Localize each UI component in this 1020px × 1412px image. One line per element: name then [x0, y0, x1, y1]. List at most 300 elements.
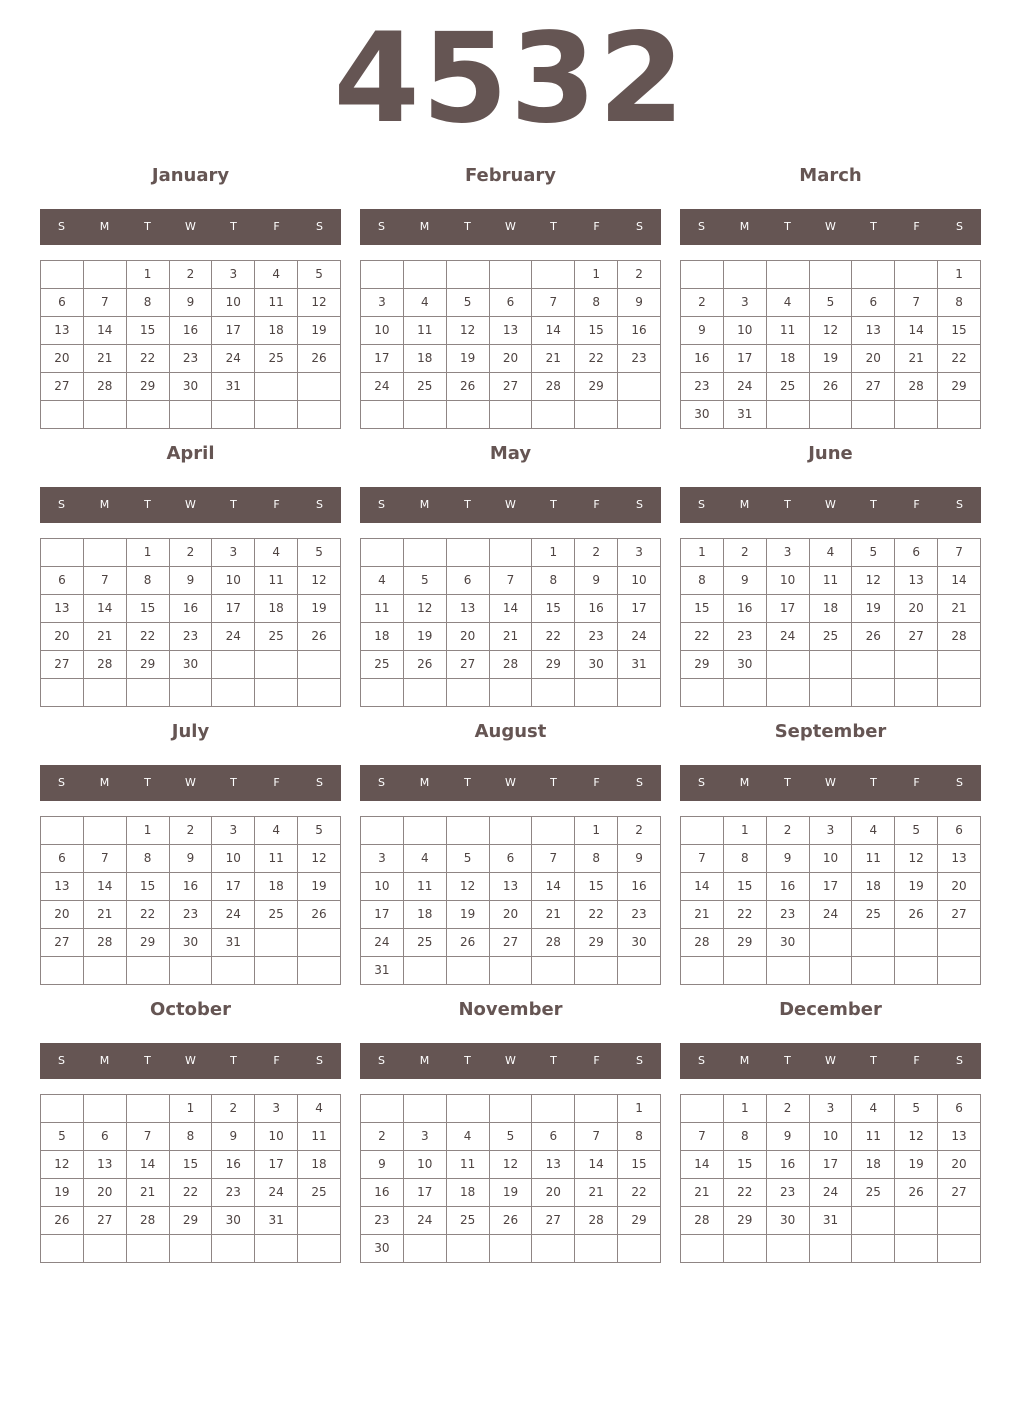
day-cell: 5: [298, 539, 341, 567]
day-cell: 1: [723, 1095, 766, 1123]
week-row: [681, 401, 981, 429]
day-cell: [895, 1235, 938, 1263]
day-cell: [83, 401, 126, 429]
day-cell: 11: [446, 1151, 489, 1179]
day-cell: 31: [618, 651, 661, 679]
day-cell: [895, 1207, 938, 1235]
day-cell: 8: [618, 1123, 661, 1151]
day-cell: 22: [126, 901, 169, 929]
day-cell: [255, 651, 298, 679]
month-march: [680, 164, 981, 432]
day-cell: [489, 1095, 532, 1123]
day-cell: 19: [298, 317, 341, 345]
day-cell: 6: [41, 567, 84, 595]
day-cell: [41, 539, 84, 567]
day-cell: 20: [938, 873, 981, 901]
day-cell: 23: [618, 901, 661, 929]
day-cell: 8: [723, 1123, 766, 1151]
weekday-header: M: [419, 1054, 430, 1067]
month-name: February: [464, 165, 557, 186]
weekday-header: T: [784, 776, 791, 789]
day-cell: 2: [681, 289, 724, 317]
day-cell: 23: [766, 901, 809, 929]
weekday-header: T: [230, 220, 237, 233]
day-cell: 8: [575, 845, 618, 873]
day-cell: [446, 1095, 489, 1123]
day-grid: [40, 538, 341, 707]
day-cell: 7: [681, 1123, 724, 1151]
day-cell: 26: [298, 345, 341, 373]
day-cell: 11: [255, 289, 298, 317]
day-cell: 14: [938, 567, 981, 595]
day-cell: 3: [212, 539, 255, 567]
day-cell: 19: [446, 901, 489, 929]
day-cell: 2: [618, 817, 661, 845]
day-cell: 31: [212, 929, 255, 957]
day-cell: [852, 261, 895, 289]
weekday-header-bar: [360, 487, 661, 523]
day-cell: 3: [809, 1095, 852, 1123]
day-cell: 20: [852, 345, 895, 373]
day-cell: 28: [83, 929, 126, 957]
week-row: [361, 679, 661, 707]
day-cell: 11: [852, 1123, 895, 1151]
day-cell: 19: [446, 345, 489, 373]
day-cell: [938, 1207, 981, 1235]
day-cell: 3: [212, 261, 255, 289]
day-grid: [680, 1094, 981, 1263]
day-cell: [169, 401, 212, 429]
month-name: March: [799, 165, 862, 186]
day-cell: [938, 401, 981, 429]
day-cell: 27: [489, 373, 532, 401]
weekday-header: T: [550, 1054, 557, 1067]
day-cell: [809, 1235, 852, 1263]
day-cell: 15: [532, 595, 575, 623]
weekday-header: T: [550, 220, 557, 233]
day-cell: 23: [681, 373, 724, 401]
day-cell: 9: [575, 567, 618, 595]
day-cell: 22: [126, 345, 169, 373]
week-row: [41, 261, 341, 289]
weekday-header: F: [273, 776, 280, 789]
day-cell: 30: [766, 1207, 809, 1235]
day-cell: 1: [169, 1095, 212, 1123]
day-grid: [40, 816, 341, 985]
day-cell: 21: [575, 1179, 618, 1207]
day-cell: [41, 957, 84, 985]
week-row: [361, 845, 661, 873]
day-cell: [403, 957, 446, 985]
day-cell: 16: [361, 1179, 404, 1207]
day-cell: 8: [723, 845, 766, 873]
weekday-header-bar: [360, 209, 661, 245]
day-cell: 4: [852, 817, 895, 845]
week-row: [361, 929, 661, 957]
day-cell: [361, 401, 404, 429]
day-cell: 26: [809, 373, 852, 401]
day-cell: 21: [681, 1179, 724, 1207]
day-cell: 21: [126, 1179, 169, 1207]
month-october: [40, 998, 341, 1266]
day-cell: 2: [169, 539, 212, 567]
day-cell: [212, 679, 255, 707]
day-cell: [618, 401, 661, 429]
day-cell: [938, 679, 981, 707]
weekday-header: W: [825, 1054, 836, 1067]
day-cell: 14: [575, 1151, 618, 1179]
weekday-header: M: [739, 1054, 750, 1067]
weekday-header: M: [739, 776, 750, 789]
day-cell: 20: [83, 1179, 126, 1207]
day-cell: [852, 679, 895, 707]
week-row: [41, 345, 341, 373]
day-cell: 22: [126, 623, 169, 651]
day-cell: [298, 1235, 341, 1263]
weekday-header: F: [593, 220, 600, 233]
day-cell: [169, 679, 212, 707]
weekday-header: T: [230, 498, 237, 511]
weekday-header: S: [956, 1054, 963, 1067]
day-cell: 26: [852, 623, 895, 651]
day-cell: 1: [575, 817, 618, 845]
day-cell: 30: [212, 1207, 255, 1235]
weekday-header: F: [273, 1054, 280, 1067]
day-cell: 9: [723, 567, 766, 595]
week-row: [41, 623, 341, 651]
day-cell: 16: [169, 595, 212, 623]
week-row: [41, 289, 341, 317]
day-cell: [575, 1235, 618, 1263]
day-cell: [361, 1095, 404, 1123]
day-cell: 15: [723, 1151, 766, 1179]
weekday-header: M: [99, 498, 110, 511]
weekday-header: S: [636, 220, 643, 233]
day-cell: 10: [255, 1123, 298, 1151]
day-cell: 18: [255, 873, 298, 901]
day-cell: 11: [766, 317, 809, 345]
day-cell: 6: [83, 1123, 126, 1151]
day-cell: 7: [938, 539, 981, 567]
weekday-header: F: [273, 498, 280, 511]
day-cell: 22: [938, 345, 981, 373]
day-cell: 16: [618, 317, 661, 345]
day-cell: 17: [723, 345, 766, 373]
weekday-header: S: [378, 776, 385, 789]
week-row: [681, 289, 981, 317]
day-cell: 31: [809, 1207, 852, 1235]
day-cell: [575, 401, 618, 429]
day-cell: 11: [809, 567, 852, 595]
day-cell: 2: [575, 539, 618, 567]
day-cell: [446, 539, 489, 567]
day-cell: 16: [169, 317, 212, 345]
day-grid: [680, 538, 981, 707]
day-cell: 13: [41, 595, 84, 623]
day-cell: [575, 957, 618, 985]
day-cell: 3: [361, 845, 404, 873]
weekday-header: S: [956, 776, 963, 789]
weekday-header-bar: [680, 1043, 981, 1079]
day-cell: [83, 539, 126, 567]
day-cell: 18: [852, 1151, 895, 1179]
day-cell: 18: [361, 623, 404, 651]
day-cell: [723, 679, 766, 707]
day-cell: 29: [618, 1207, 661, 1235]
weekday-header: W: [505, 776, 516, 789]
day-cell: 24: [723, 373, 766, 401]
day-grid: [360, 260, 661, 429]
day-cell: 24: [809, 901, 852, 929]
day-cell: 24: [403, 1207, 446, 1235]
week-row: [41, 401, 341, 429]
day-cell: 2: [212, 1095, 255, 1123]
day-cell: 16: [618, 873, 661, 901]
month-name: August: [474, 721, 547, 742]
day-cell: [532, 679, 575, 707]
day-cell: 23: [212, 1179, 255, 1207]
day-cell: 19: [489, 1179, 532, 1207]
day-cell: 28: [575, 1207, 618, 1235]
day-cell: [938, 957, 981, 985]
day-cell: [41, 1235, 84, 1263]
day-cell: 19: [852, 595, 895, 623]
week-row: [41, 1207, 341, 1235]
day-cell: 28: [489, 651, 532, 679]
day-cell: [489, 539, 532, 567]
weekday-header: S: [636, 498, 643, 511]
day-cell: 6: [895, 539, 938, 567]
day-cell: 3: [255, 1095, 298, 1123]
weekday-header: M: [419, 498, 430, 511]
week-row: [41, 317, 341, 345]
day-cell: 23: [766, 1179, 809, 1207]
day-cell: 5: [895, 817, 938, 845]
day-cell: 19: [403, 623, 446, 651]
weekday-header: W: [185, 220, 196, 233]
week-row: [41, 1151, 341, 1179]
day-cell: 14: [83, 317, 126, 345]
day-cell: 17: [255, 1151, 298, 1179]
week-row: [681, 1179, 981, 1207]
day-cell: [298, 957, 341, 985]
day-cell: [618, 957, 661, 985]
day-cell: [361, 679, 404, 707]
day-grid: [680, 260, 981, 429]
day-cell: [41, 1095, 84, 1123]
day-cell: 13: [489, 317, 532, 345]
day-cell: 8: [938, 289, 981, 317]
day-cell: 7: [489, 567, 532, 595]
day-cell: [618, 679, 661, 707]
day-cell: 9: [169, 845, 212, 873]
day-cell: 27: [446, 651, 489, 679]
day-cell: 9: [618, 845, 661, 873]
weekday-header: S: [316, 1054, 323, 1067]
day-cell: [212, 651, 255, 679]
weekday-header: T: [464, 776, 471, 789]
week-row: [681, 373, 981, 401]
day-cell: [403, 1235, 446, 1263]
day-cell: 16: [723, 595, 766, 623]
day-cell: [255, 929, 298, 957]
day-cell: 19: [298, 873, 341, 901]
day-cell: 4: [403, 289, 446, 317]
day-cell: 2: [169, 261, 212, 289]
week-row: [681, 1095, 981, 1123]
week-row: [681, 873, 981, 901]
day-cell: [169, 1235, 212, 1263]
day-cell: [852, 401, 895, 429]
weekday-header: T: [784, 220, 791, 233]
week-row: [361, 1095, 661, 1123]
day-cell: 1: [126, 261, 169, 289]
day-cell: [126, 957, 169, 985]
day-cell: 12: [298, 567, 341, 595]
day-cell: 29: [723, 929, 766, 957]
day-cell: 22: [723, 1179, 766, 1207]
year-title: 4532: [333, 7, 687, 151]
day-cell: 13: [489, 873, 532, 901]
day-cell: [723, 261, 766, 289]
weekday-header: T: [870, 1054, 877, 1067]
day-cell: 25: [852, 1179, 895, 1207]
day-cell: [361, 539, 404, 567]
day-cell: 28: [938, 623, 981, 651]
weekday-header: S: [58, 498, 65, 511]
day-cell: [298, 373, 341, 401]
day-cell: [938, 929, 981, 957]
day-cell: 18: [255, 317, 298, 345]
day-cell: 28: [532, 929, 575, 957]
week-row: [681, 567, 981, 595]
day-cell: [255, 401, 298, 429]
day-cell: 30: [723, 651, 766, 679]
month-name: June: [808, 443, 853, 464]
day-cell: [618, 1235, 661, 1263]
day-cell: 24: [766, 623, 809, 651]
day-cell: [446, 957, 489, 985]
day-cell: [83, 957, 126, 985]
day-cell: 10: [809, 845, 852, 873]
day-cell: [852, 1207, 895, 1235]
day-cell: 29: [723, 1207, 766, 1235]
weekday-header: S: [58, 776, 65, 789]
day-cell: 17: [403, 1179, 446, 1207]
day-cell: 17: [809, 873, 852, 901]
day-cell: [298, 651, 341, 679]
day-cell: 26: [298, 623, 341, 651]
day-cell: 28: [681, 1207, 724, 1235]
day-cell: 12: [852, 567, 895, 595]
weekday-header: T: [870, 220, 877, 233]
day-cell: [489, 957, 532, 985]
day-cell: 20: [41, 623, 84, 651]
day-cell: 22: [618, 1179, 661, 1207]
day-cell: 2: [169, 817, 212, 845]
week-row: [361, 373, 661, 401]
day-cell: [809, 261, 852, 289]
day-cell: 16: [212, 1151, 255, 1179]
weekday-header: S: [378, 220, 385, 233]
day-cell: 11: [361, 595, 404, 623]
day-cell: 13: [938, 845, 981, 873]
day-cell: 27: [41, 651, 84, 679]
day-cell: [809, 679, 852, 707]
day-cell: 7: [83, 289, 126, 317]
week-row: [41, 679, 341, 707]
week-row: [361, 1179, 661, 1207]
day-cell: 7: [895, 289, 938, 317]
day-cell: 3: [403, 1123, 446, 1151]
day-cell: 20: [489, 345, 532, 373]
day-cell: [446, 679, 489, 707]
week-row: [41, 539, 341, 567]
day-cell: 30: [766, 929, 809, 957]
day-cell: [489, 261, 532, 289]
day-cell: [895, 929, 938, 957]
day-cell: 14: [681, 1151, 724, 1179]
day-cell: 12: [403, 595, 446, 623]
month-name: October: [150, 999, 231, 1020]
weekday-header: W: [185, 498, 196, 511]
day-cell: [575, 1095, 618, 1123]
day-cell: 13: [938, 1123, 981, 1151]
day-cell: 3: [766, 539, 809, 567]
day-cell: [83, 1095, 126, 1123]
week-row: [361, 539, 661, 567]
day-cell: 18: [809, 595, 852, 623]
weekday-header: T: [144, 498, 151, 511]
day-cell: 29: [169, 1207, 212, 1235]
day-cell: 15: [938, 317, 981, 345]
day-cell: 30: [575, 651, 618, 679]
day-cell: 9: [361, 1151, 404, 1179]
day-cell: [766, 1235, 809, 1263]
day-cell: 28: [83, 373, 126, 401]
day-cell: 14: [532, 317, 575, 345]
day-cell: [681, 1235, 724, 1263]
day-cell: 24: [618, 623, 661, 651]
day-cell: 24: [361, 373, 404, 401]
day-cell: 18: [766, 345, 809, 373]
day-cell: 1: [126, 817, 169, 845]
weekday-header: F: [593, 1054, 600, 1067]
day-cell: 25: [361, 651, 404, 679]
month-june: [680, 442, 981, 710]
day-cell: [298, 929, 341, 957]
day-cell: 10: [618, 567, 661, 595]
day-cell: 25: [446, 1207, 489, 1235]
day-cell: 17: [212, 595, 255, 623]
weekday-header: T: [144, 776, 151, 789]
day-cell: [212, 1235, 255, 1263]
day-cell: [83, 817, 126, 845]
day-cell: [895, 679, 938, 707]
day-cell: 2: [766, 1095, 809, 1123]
weekday-header: M: [419, 776, 430, 789]
day-cell: [809, 929, 852, 957]
week-row: [361, 623, 661, 651]
day-cell: [809, 651, 852, 679]
weekday-header: S: [378, 498, 385, 511]
day-cell: 25: [809, 623, 852, 651]
day-cell: 24: [361, 929, 404, 957]
day-cell: 9: [766, 845, 809, 873]
day-cell: 10: [403, 1151, 446, 1179]
day-cell: 31: [361, 957, 404, 985]
day-cell: [532, 261, 575, 289]
